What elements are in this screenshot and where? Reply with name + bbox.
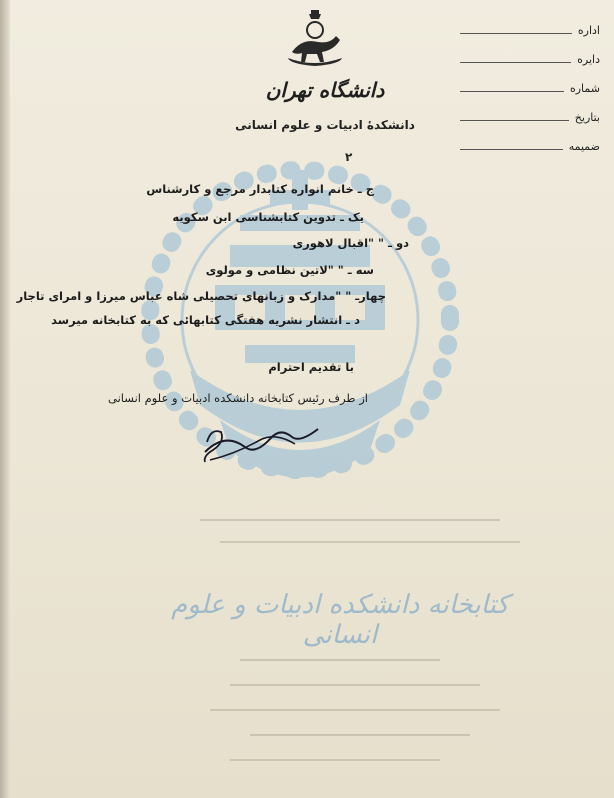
field-label: ضمیمه: [568, 140, 600, 153]
field-blank-line: [460, 120, 569, 121]
signatory-line: از طرف رئیس کتابخانه دانشکده ادبیات و علوم انسانی: [108, 391, 368, 405]
field-attachment: [460, 124, 600, 153]
field-label: دایره: [577, 53, 600, 66]
page-mark: ۲: [345, 150, 353, 164]
field-blank-line: [460, 149, 563, 150]
field-label: اداره: [577, 24, 600, 37]
closing-line: با تقدیم احترام: [268, 360, 354, 374]
field-label: بتاریخ: [574, 111, 600, 124]
letter-header-fields: [460, 8, 600, 153]
field-blank-line: [460, 91, 564, 92]
item-one: یک ـ تدوین کتابشناسی ابن سکویه: [172, 210, 364, 224]
field-label: شماره: [569, 82, 600, 95]
item-d: د ـ انتشار نشریه هفتگی کتابهائی که به کتابخانه میرسد: [51, 313, 360, 327]
item-three: سه ـ " "لاتین نظامی و مولوی: [205, 263, 374, 277]
item-two: دو ـ " "اقبال لاهوری: [292, 236, 409, 250]
field-office: [460, 8, 600, 37]
item-four: چهارـ " "مدارک و زبانهای تحصیلی شاه عباس میرزا و امرای تاجار: [16, 289, 386, 303]
university-title: دانشگاه تهران: [265, 78, 385, 102]
lion-and-sun-emblem-icon: [284, 8, 346, 72]
footer-watermark-text: کتابخانه دانشکده ادبیات و علوم انسانی: [171, 590, 509, 650]
page-edge-shadow: [0, 0, 10, 798]
faculty-name: دانشکدۀ ادبیات و علوم انسانی: [235, 118, 415, 132]
field-blank-line: [460, 62, 571, 63]
field-department: [460, 37, 600, 66]
field-number: [460, 66, 600, 95]
field-blank-line: [460, 33, 572, 34]
field-date: [460, 95, 600, 124]
item-j: ج ـ خانم انواره کتابدار مرجع و کارشناس: [146, 182, 374, 196]
handwritten-signature: [195, 412, 325, 472]
